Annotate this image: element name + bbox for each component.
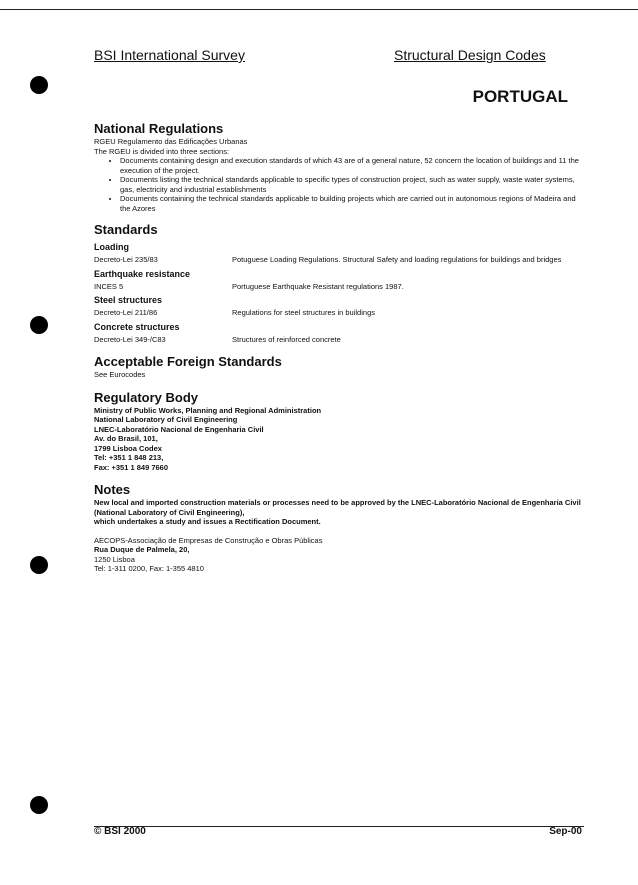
address-line: 1250 Lisboa — [94, 554, 135, 564]
address-line: 1799 Lisboa Codex — [94, 443, 162, 453]
foreign-standards-heading: Acceptable Foreign Standards — [94, 354, 282, 369]
address-line: Tel: 1-311 0200, Fax: 1-355 4810 — [94, 564, 204, 573]
address-line: Tel: +351 1 848 213, — [94, 453, 164, 462]
notes-section — [94, 482, 584, 574]
standard-description: Potuguese Loading Regulations. Structural Safety and loading regulations for buildings and bridges — [232, 255, 562, 264]
standard-description: Regulations for steel structures in buildings — [232, 308, 375, 317]
regulatory-body-section — [94, 390, 584, 473]
standards-heading: Standards — [94, 222, 158, 237]
punch-hole-icon — [30, 316, 48, 334]
standard-row — [94, 282, 584, 292]
punch-hole-icon — [30, 76, 48, 94]
standard-code: INCES 5 — [94, 281, 124, 291]
steel-heading: Steel structures — [94, 295, 163, 305]
standards-section — [94, 222, 584, 344]
standard-row — [94, 308, 584, 318]
list-item: • Documents containing design and execution standards of which 43 are of a general nature, 52 concern the location of buildings and 11 the execution of the project. — [120, 156, 584, 175]
document-body — [94, 121, 584, 574]
address-line: AECOPS-Associação de Empresas de Construção e Obras Públicas — [94, 535, 323, 545]
survey-title: BSI International Survey — [94, 47, 245, 63]
address-line: Ministry of Public Works, Planning and Regional Administration — [94, 405, 322, 415]
address-line: Av. do Brasil, 101, — [94, 434, 158, 443]
top-rule — [0, 9, 638, 10]
copyright: © BSI 2000 — [94, 826, 146, 837]
notes-paragraph: New local and imported construction materials or processes need to be approved by the LNEC-Laboratório Nacional de Engenharia Civil (National Laboratory of Civil Engineering), — [94, 498, 581, 517]
footer-rule — [94, 826, 584, 827]
punch-hole-icon — [30, 796, 48, 814]
spacer — [94, 527, 584, 536]
standard-row — [94, 255, 584, 265]
standard-code: Decreto-Lei 349-/C83 — [94, 334, 166, 344]
concrete-heading: Concrete structures — [94, 321, 180, 332]
rgeu-sections-list — [94, 156, 584, 213]
earthquake-heading: Earthquake resistance — [94, 268, 191, 279]
notes-paragraph: which undertakes a study and issues a Rectification Document. — [94, 517, 321, 526]
loading-heading: Loading — [94, 242, 129, 252]
section-title: Structural Design Codes — [394, 47, 546, 63]
notes-heading: Notes — [94, 482, 131, 497]
standard-row — [94, 335, 584, 345]
address-line: Fax: +351 1 849 7660 — [94, 462, 169, 472]
standard-code: Decreto-Lei 211/86 — [94, 308, 158, 317]
national-regulations-heading: National Regulations — [94, 121, 224, 136]
address-line: National Laboratory of Civil Engineering — [94, 415, 238, 424]
country-title: PORTUGAL — [472, 87, 568, 106]
list-item: • Documents containing the technical standards applicable to building projects which are carried out in autonomous regions of Madeira and the Azores — [120, 194, 584, 213]
rgeu-name: RGEU Regulamento das Edificações Urbanas — [94, 137, 248, 146]
address-line: LNEC-Laboratório Nacional de Engenharia Civil — [94, 424, 264, 434]
punch-hole-icon — [30, 556, 48, 574]
list-item: • Documents listing the technical standards applicable to specific types of construction project, such as water supply, waste water systems, gas, electricity and industrial establishments — [120, 175, 584, 194]
issue-date: Sep-00 — [549, 826, 582, 837]
foreign-standards-section — [94, 354, 584, 380]
standard-code: Decreto-Lei 235/83 — [94, 255, 158, 264]
address-line: Rua Duque de Palmela, 20, — [94, 545, 190, 554]
standard-description: Structures of reinforced concrete — [232, 334, 341, 344]
rgeu-intro: The RGEU is divided into three sections: — [94, 146, 230, 156]
foreign-standards-text: See Eurocodes — [94, 370, 146, 379]
regulatory-body-heading: Regulatory Body — [94, 389, 199, 405]
standard-description: Portuguese Earthquake Resistant regulations 1987. — [232, 281, 404, 291]
national-regulations-section — [94, 121, 584, 213]
